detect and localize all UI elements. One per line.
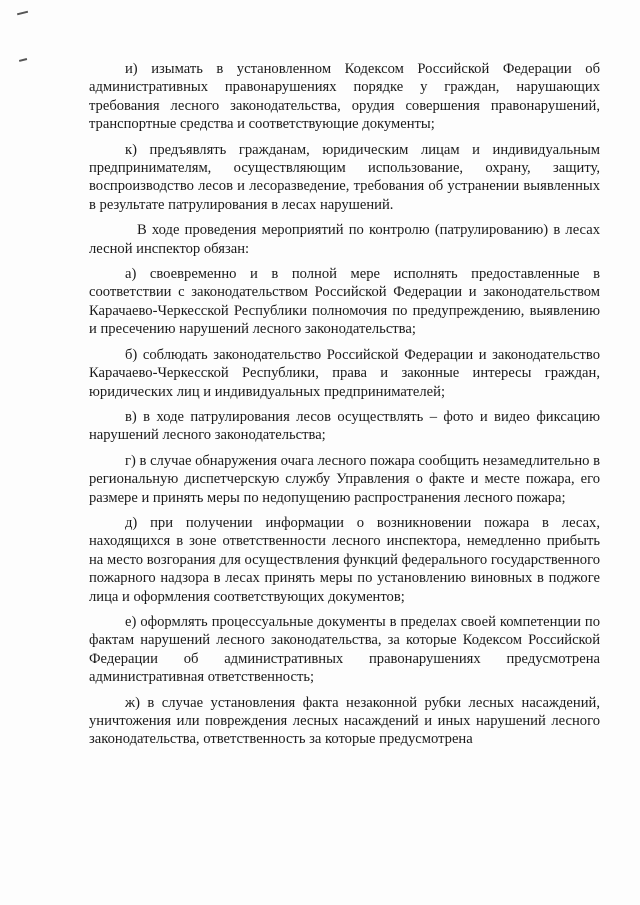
paragraph-g: г) в случае обнаружения очага лесного пожара сообщить незамедлительно в региональную диспетчерскую службу Управления о факте и месте пожара, его размере и принять меры по недопущению распространения лесного пожара; (89, 452, 600, 506)
paragraph-a: а) своевременно и в полной мере исполнять предоставленные в соответствии с законодательством Российской Федерации и законодательством Карачаево-Черкесской Республики полномочия по предупреждению, выявлению и пресечению нарушений лесного законодательства; (89, 266, 600, 338)
paragraph-inspector-duties-intro: В ходе проведения мероприятий по контролю (патрулированию) в лесах лесной инспектор обязан: (89, 222, 600, 257)
paragraph-zh: ж) в случае установления факта незаконной рубки лесных насаждений, уничтожения или повреждения лесных насаждений и иных нарушений лесного законодательства, ответственность за которые предусмотрена (89, 694, 600, 748)
document-body (89, 60, 600, 749)
paragraph-k: к) предъявлять гражданам, юридическим лицам и индивидуальным предпринимателям, осуществляющим использование, охрану, защиту, воспроизводство лесов и лесоразведение, требования об устранении выявленных в результате патрулирования в лесах нарушений. (89, 141, 600, 213)
scan-mark (19, 58, 27, 61)
scan-mark (17, 11, 28, 15)
paragraph-d: д) при получении информации о возникновении пожара в лесах, находящихся в зоне ответственности лесного инспектора, немедленно прибыть на место возгорания для осуществления функций федерального государственного пожарного надзора в лесах принять меры по установлению виновных в поджоге лица и оформления соответствующих документов; (89, 514, 600, 605)
paragraph-v: в) в ходе патрулирования лесов осуществлять – фото и видео фиксацию нарушений лесного законодательства; (89, 408, 600, 444)
paragraph-i: и) изымать в установленном Кодексом Российской Федерации об административных правонарушениях порядке у граждан, нарушающих требования лесного законодательства, орудия совершения правонарушений, транспортные средства и соответствующие документы; (89, 61, 600, 133)
paragraph-e: е) оформлять процессуальные документы в пределах своей компетенции по фактам нарушений лесного законодательства, за которые Кодексом Российской Федерации об административных правонарушениях предусмотрена административная ответственность; (89, 613, 600, 686)
paragraph-b: б) соблюдать законодательство Российской Федерации и законодательство Карачаево-Черкесской Республики, права и законные интересы граждан, юридических лиц и индивидуальных предпринимателей; (89, 346, 600, 400)
